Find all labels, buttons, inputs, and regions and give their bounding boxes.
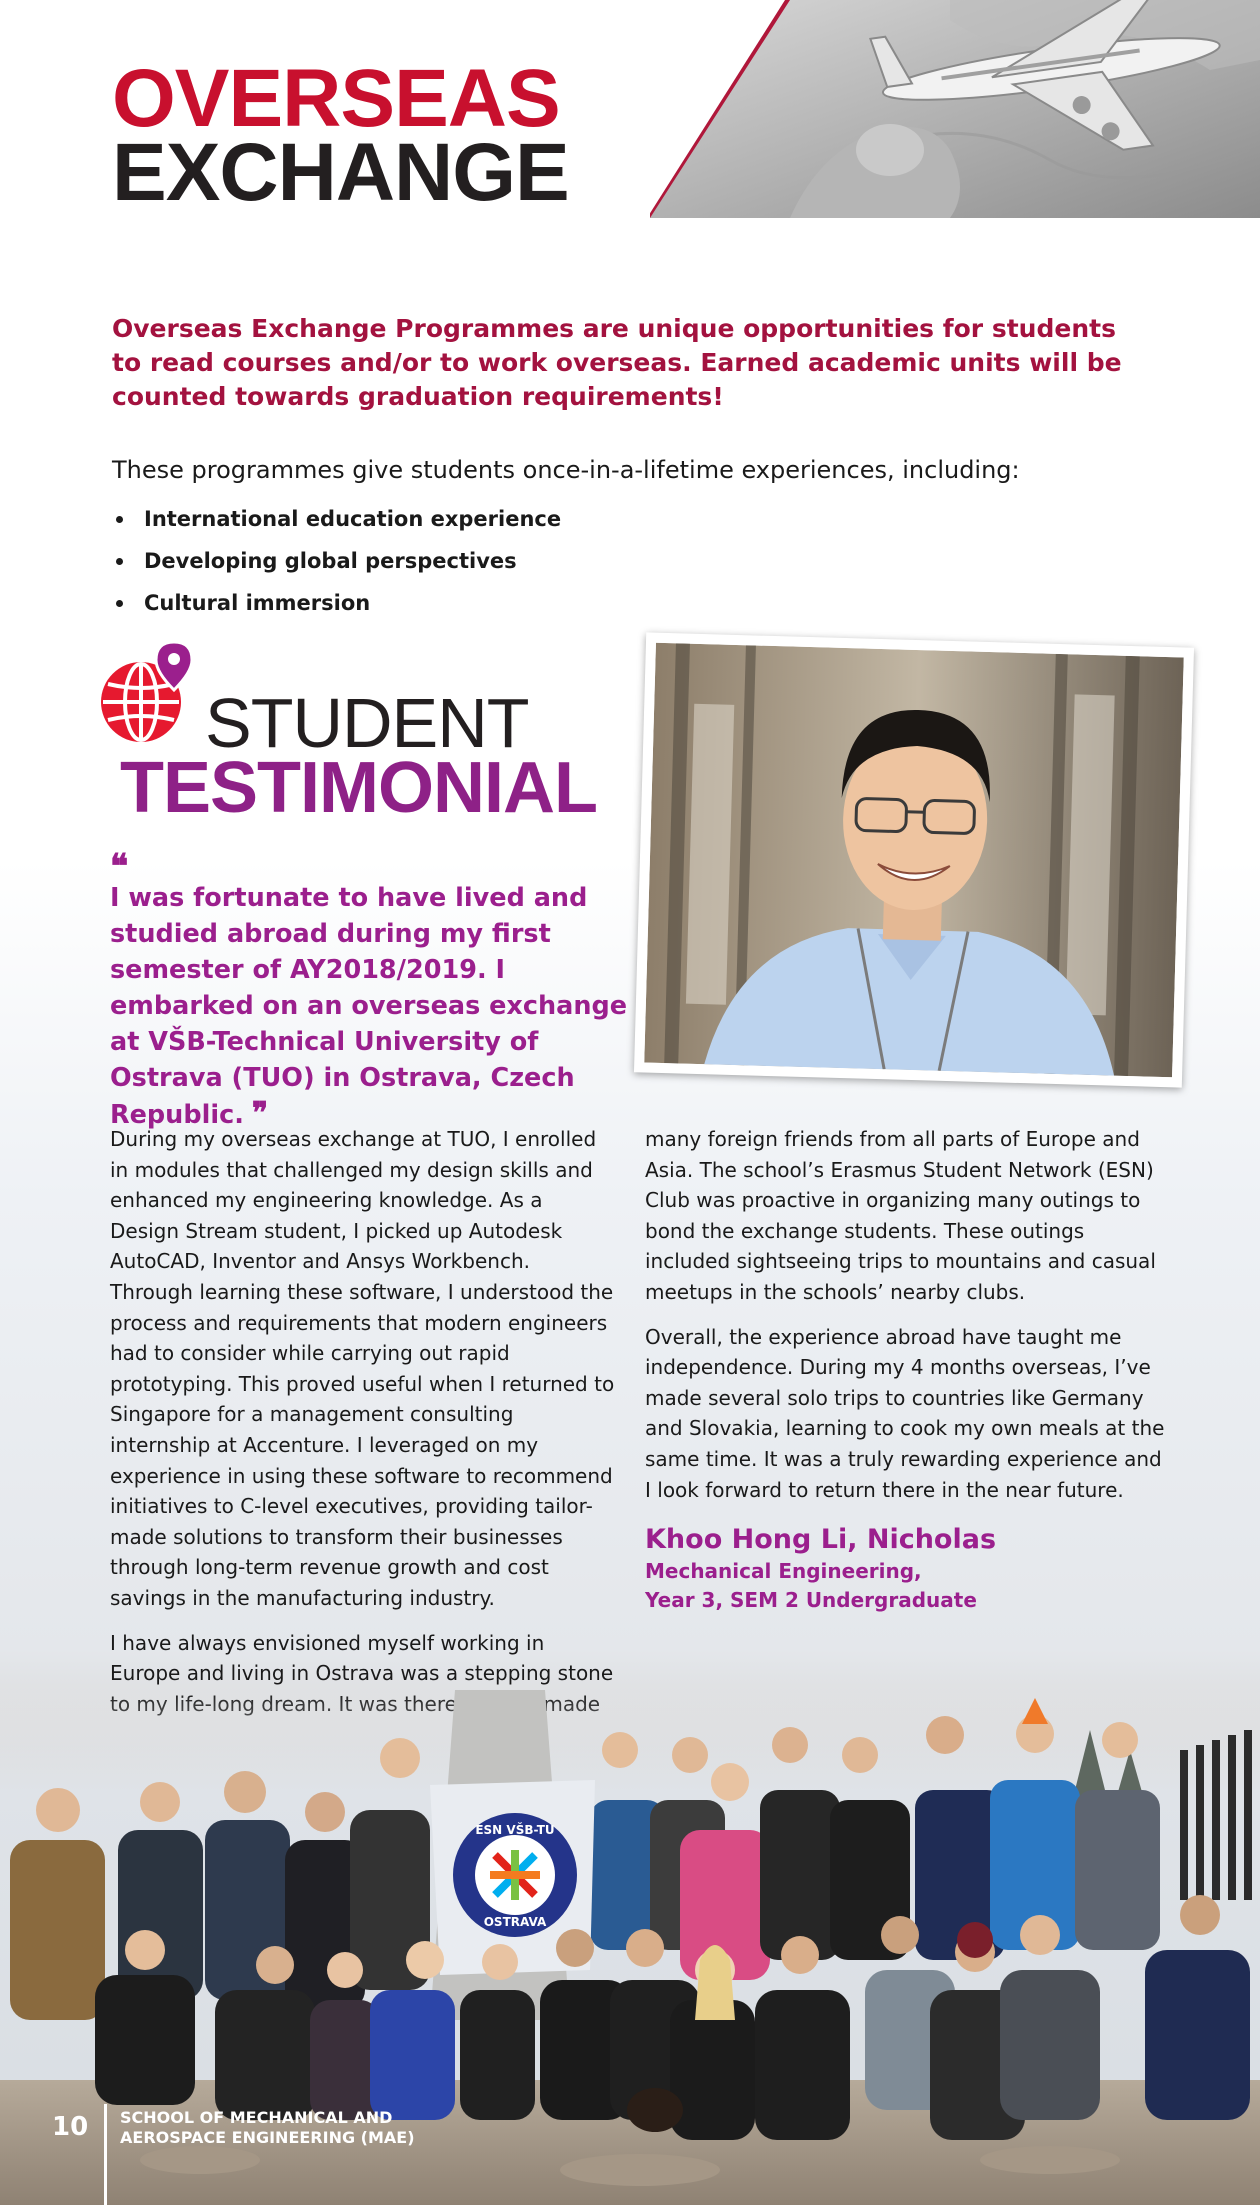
body-paragraph: I have always envisioned myself working in Europe and living in Ostrava was a stepping stone [110,1630,614,1686]
benefits-list [112,498,561,624]
title-overseas: OVERSEAS [112,53,560,144]
page-title [112,53,569,218]
page-number: 10 [52,2112,89,2142]
student-year: Year 3, SEM 2 Undergraduate [645,1588,977,1613]
globe-pin-icon [96,640,196,750]
student-programme: Mechanical Engineering, [645,1559,922,1584]
body-column-right [645,1124,1165,1615]
heading-testimonial: TESTIMONIAL [120,748,597,828]
benefit-item: International education experience [112,498,561,540]
student-name: Khoo Hong Li, Nicholas [645,1524,997,1556]
close-quote-mark: ❞ [251,1096,269,1131]
title-exchange: EXCHANGE [112,127,569,218]
footer-school-line2: AEROSPACE ENGINEERING (MAE) [120,2128,415,2147]
body-column-left [110,1124,615,1733]
intro-lead: These programmes give students once-in-a-lifetime experiences, including: [112,456,1020,484]
footer-school-line1: SCHOOL OF MECHANICAL AND [120,2108,393,2127]
quote-text: I was fortunate to have lived and studied abroad during my first semester of AY2018/2019. I embarked on an overseas exchange at VŠB-Technical University of Ostrava (TUO) in Ostrava, Czech Republic. [110,883,628,1130]
body-paragraph: During my overseas exchange at TUO, I enrolled in modules that challenged my design skills and enhanced my engineering knowledge. As a Design Stream student, I picked up Autodesk AutoCAD, Inventor and Ansys Workbench. Through learning these software, I understood the process and requirements that modern engineers had to consider while carrying out rapid prototyping. This proved useful when I returned to Singapore for a management consulting internship at Accenture. I leveraged on my experience in using these software to recommend initiatives to C-level executives, providing tailor-made solutions to transform their businesses through long-term revenue growth and cost savings in the manufacturing industry. [110,1127,615,1610]
flag-top-text: ESN VŠB-TU [475,1823,555,1837]
benefit-item: Cultural immersion [112,582,561,624]
flag-bottom-text: OSTRAVA [483,1915,547,1929]
body-paragraph: Overall, the experience abroad have taught me independence. During my 4 months overseas, I’ve made several solo trips to countries like Germany and Slovakia, learning to cook my own meals at the same time. It was a truly rewarding experience and I look forward to return there in the near future. [645,1324,1165,1502]
header-airplane-photo [650,0,1260,218]
footer-divider [104,2104,107,2205]
footer-school-name [120,2108,415,2148]
intro-highlight: Overseas Exchange Programmes are unique opportunities for students to read courses and/or to work overseas. Earned academic units will be counted towards graduation requirements! [112,314,1122,411]
benefit-item: Developing global perspectives [112,540,561,582]
testimonial-quote [110,847,630,1133]
body-paragraph: many foreign friends from all parts of Europe and Asia. The school’s Erasmus Student Network (ESN) Club was proactive in organizing many outings to bond the exchange students. These outings included sightseeing trips to mountains and casual meetups in the schools’ nearby clubs. [645,1127,1156,1304]
student-portrait [634,632,1194,1087]
heading-student: STUDENT [205,684,529,762]
open-quote-mark: ❝ [110,847,129,887]
